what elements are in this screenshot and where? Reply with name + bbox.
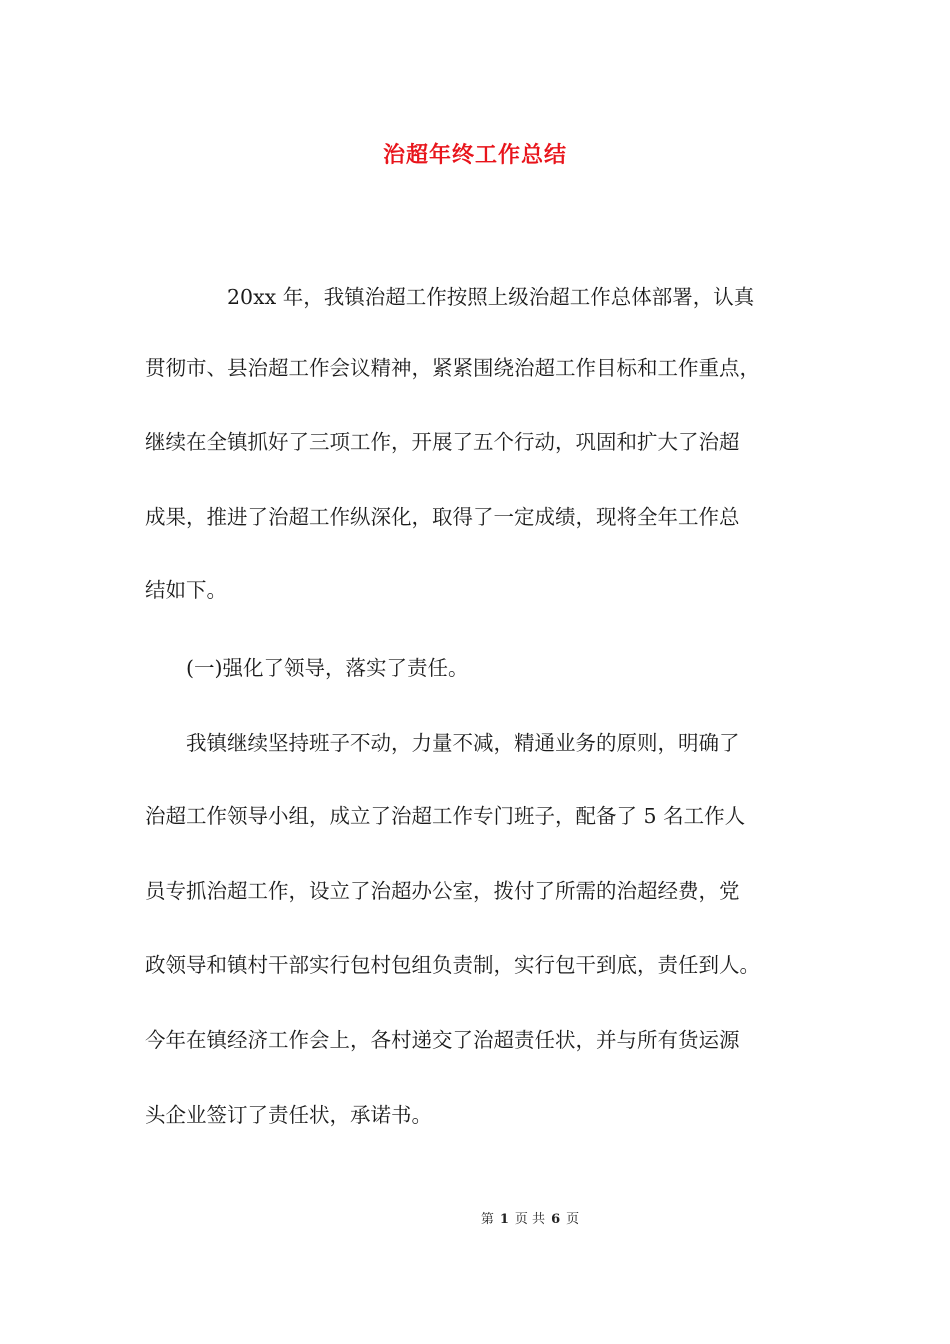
paragraph-line: 继续在全镇抓好了三项工作，开展了五个行动，巩固和扩大了治超 xyxy=(145,430,740,454)
paragraph-line: 治超工作领导小组，成立了治超工作专门班子，配备了 5 名工作人 xyxy=(145,804,746,828)
footer-prefix: 第 xyxy=(480,1212,494,1227)
paragraph-line: 今年在镇经济工作会上，各村递交了治超责任状，并与所有货运源 xyxy=(145,1028,740,1052)
document-title: 治超年终工作总结 xyxy=(382,142,567,168)
section-heading: (一)强化了领导，落实了责任。 xyxy=(145,656,469,680)
total-pages-number: 6 xyxy=(551,1212,561,1227)
footer-suffix: 页 xyxy=(566,1212,580,1227)
paragraph-line: 员专抓治超工作，设立了治超办公室，拨付了所需的治超经费，党 xyxy=(145,879,740,903)
current-page-number: 1 xyxy=(499,1212,509,1227)
page-footer xyxy=(0,1208,950,1227)
footer-middle: 页 共 xyxy=(514,1212,546,1227)
paragraph-line: 结如下。 xyxy=(145,578,227,602)
paragraph-line: 政领导和镇村干部实行包村包组负责制，实行包干到底，责任到人。 xyxy=(145,953,760,977)
paragraph-line: 头企业签订了责任状，承诺书。 xyxy=(145,1103,432,1127)
page-number-indicator xyxy=(481,1208,579,1227)
paragraph-line: 20xx 年，我镇治超工作按照上级治超工作总体部署，认真 xyxy=(145,285,755,309)
paragraph-line: 贯彻市、县治超工作会议精神，紧紧围绕治超工作目标和工作重点， xyxy=(145,356,760,380)
paragraph-line: 成果，推进了治超工作纵深化，取得了一定成绩，现将全年工作总 xyxy=(145,505,740,529)
paragraph-line: 我镇继续坚持班子不动，力量不减，精通业务的原则，明确了 xyxy=(145,731,740,755)
